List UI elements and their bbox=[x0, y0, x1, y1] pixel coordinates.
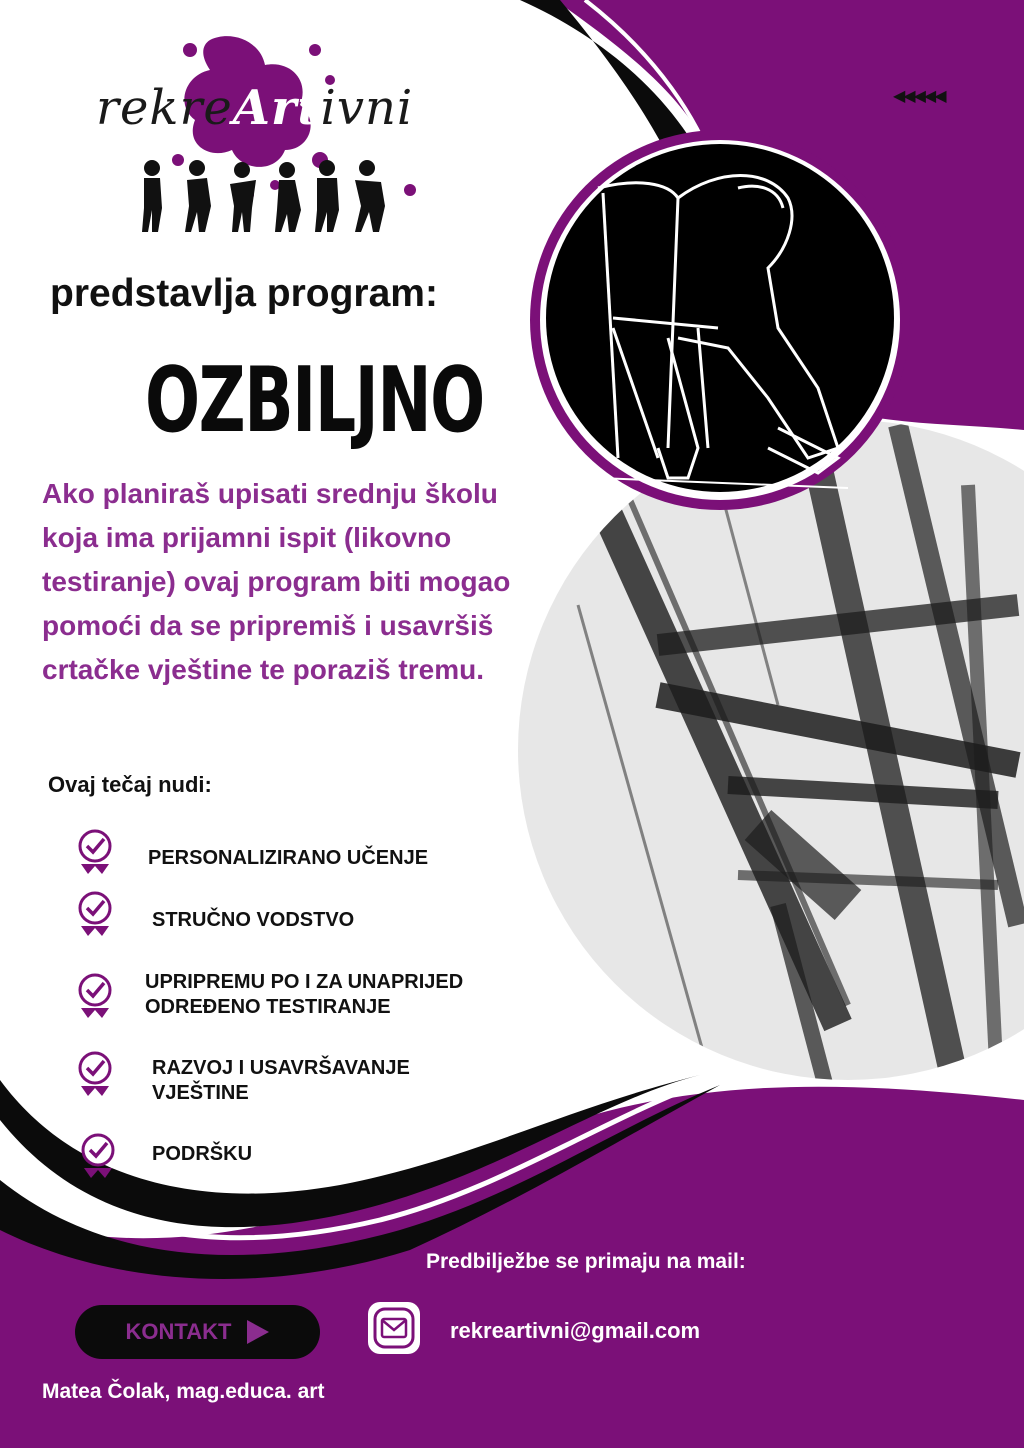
check-badge-icon bbox=[75, 890, 115, 942]
subtitle: predstavlja program: bbox=[50, 272, 438, 315]
booking-note: Predbilježbe se primaju na mail: bbox=[426, 1250, 746, 1273]
list-item bbox=[75, 972, 115, 1029]
program-title: OZBILJNO bbox=[145, 348, 484, 453]
offers-heading: Ovaj tečaj nudi: bbox=[48, 772, 212, 797]
list-item bbox=[75, 1050, 115, 1107]
play-arrow-icon bbox=[247, 1320, 269, 1344]
offer-label: PERSONALIZIRANO UČENJE bbox=[148, 847, 429, 869]
mail-icon[interactable] bbox=[368, 1302, 420, 1354]
email-link[interactable]: rekreartivni@gmail.com bbox=[450, 1318, 701, 1343]
check-badge-icon bbox=[75, 828, 115, 880]
brand-logo bbox=[60, 10, 460, 260]
offer-label: STRUČNO VODSTVO bbox=[152, 909, 355, 931]
intro-paragraph: Ako planiraš upisati srednju školu koja ima prijamni ispit (likovno testiranje) ovaj program biti mogao pomoći da se pripremiš i usavršiš crtačke vještine te poraziš tremu. bbox=[42, 478, 511, 685]
decorative-arrows: ◀◀◀◀◀ bbox=[893, 88, 945, 105]
check-badge-icon bbox=[75, 972, 115, 1024]
kontakt-button[interactable] bbox=[75, 1305, 320, 1359]
list-item bbox=[75, 890, 115, 947]
logo-wordmark: rekreArtivni bbox=[96, 80, 414, 136]
envelope-icon bbox=[372, 1306, 416, 1350]
list-item bbox=[75, 828, 115, 885]
offer-label: RAZVOJ I USAVRŠAVANJE VJEŠTINE bbox=[152, 1057, 410, 1104]
author-credit: Matea Čolak, mag.educa. art bbox=[42, 1380, 325, 1403]
offer-label: UPRIPREMU PO I ZA UNAPRIJED ODREĐENO TESTIRANJE bbox=[145, 971, 464, 1018]
check-badge-icon bbox=[75, 1050, 115, 1102]
offer-label: PODRŠKU bbox=[152, 1143, 253, 1165]
check-badge-icon bbox=[78, 1132, 118, 1184]
list-item bbox=[78, 1132, 118, 1189]
kontakt-label: KONTAKT bbox=[125, 1319, 232, 1344]
sitting-man-image bbox=[518, 128, 922, 516]
